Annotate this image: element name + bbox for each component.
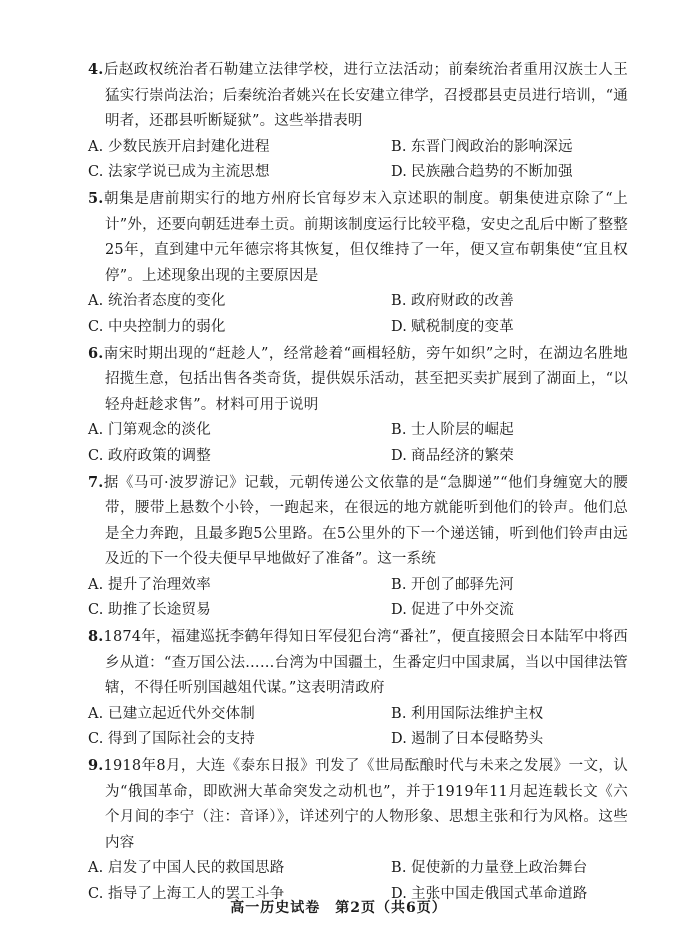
page-footer: 高一历史试卷 第2页（共6页） bbox=[230, 900, 447, 916]
question-number: 5. bbox=[88, 189, 104, 207]
option-text: 提升了治理效率 bbox=[108, 576, 211, 593]
option-text: 门第观念的淡化 bbox=[108, 422, 211, 439]
option-letter: D. bbox=[391, 602, 408, 619]
option-letter: B. bbox=[391, 860, 407, 877]
option-letter: C. bbox=[88, 447, 104, 464]
option-b[interactable] bbox=[391, 289, 628, 315]
option-letter: D. bbox=[391, 318, 408, 335]
option-text: 得到了国际社会的支持 bbox=[108, 731, 255, 748]
question-stem bbox=[88, 624, 628, 702]
option-c[interactable] bbox=[88, 160, 391, 186]
question-stem bbox=[88, 470, 628, 573]
question-8 bbox=[88, 624, 628, 753]
option-letter: B. bbox=[391, 422, 407, 439]
option-text: 助推了长途贸易 bbox=[108, 602, 211, 619]
option-c[interactable] bbox=[88, 444, 391, 470]
option-a[interactable] bbox=[88, 702, 391, 728]
option-b[interactable] bbox=[391, 418, 628, 444]
option-text: 政府政策的调整 bbox=[108, 447, 211, 464]
option-c[interactable] bbox=[88, 598, 391, 624]
option-a[interactable] bbox=[88, 289, 391, 315]
option-a[interactable] bbox=[88, 856, 391, 882]
question-list bbox=[88, 57, 628, 908]
option-letter: D. bbox=[391, 164, 408, 181]
question-stem bbox=[88, 753, 628, 856]
option-c[interactable] bbox=[88, 727, 391, 753]
question-6 bbox=[88, 341, 628, 470]
question-4 bbox=[88, 57, 628, 186]
option-grid bbox=[88, 573, 628, 624]
option-letter: A. bbox=[88, 705, 104, 722]
option-letter: D. bbox=[391, 731, 408, 748]
option-letter: D. bbox=[391, 447, 408, 464]
option-letter: C. bbox=[88, 318, 104, 335]
question-text: 1874年，福建巡抚李鹤年得知日军侵犯台湾“番社”，便直接照会日本陆军中将西乡从道：“查万国公法……台湾为中国疆土，生番定归中国隶属，当以中国律法管辖，不得任听别国越俎代谋。”这表明清政府 bbox=[103, 629, 628, 697]
option-c[interactable] bbox=[88, 315, 391, 341]
question-stem bbox=[88, 57, 628, 135]
option-text: 促进了中外交流 bbox=[411, 602, 514, 619]
question-number: 4. bbox=[88, 61, 104, 78]
option-grid bbox=[88, 702, 628, 753]
option-b[interactable] bbox=[391, 702, 628, 728]
question-stem bbox=[88, 186, 628, 289]
option-text: 商品经济的繁荣 bbox=[411, 447, 514, 464]
option-letter: A. bbox=[88, 576, 104, 593]
question-text: 据《马可·波罗游记》记载，元朝传递公文依靠的是“急脚递”“他们身缠宽大的腰带，腰带上悬数个小铃，一跑起来，在很远的地方就能听到他们的铃声。他们总是全力奔跑，且最多跑5公里路。在5公里外的下一个递送铺，听到他们铃声由远及近的下一个役夫便早早地做好了准备”。这一系统 bbox=[103, 474, 628, 568]
option-text: 少数民族开启封建化进程 bbox=[108, 138, 270, 155]
option-grid bbox=[88, 418, 628, 469]
option-text: 主张中国走俄国式革命道路 bbox=[411, 886, 588, 902]
option-d[interactable] bbox=[391, 160, 628, 186]
option-letter: B. bbox=[391, 576, 407, 593]
option-letter: C. bbox=[88, 164, 104, 181]
question-number: 7. bbox=[88, 473, 104, 491]
option-b[interactable] bbox=[391, 573, 628, 599]
option-letter: B. bbox=[391, 138, 407, 155]
option-text: 民族融合趋势的不断加强 bbox=[411, 164, 573, 181]
option-d[interactable] bbox=[391, 598, 628, 624]
option-letter: A. bbox=[88, 860, 104, 877]
question-text: 后赵政权统治者石勒建立法律学校，进行立法活动；前秦统治者重用汉族士人王猛实行崇尚法治；后秦统治者姚兴在长安建立律学，召授郡县吏员进行培训，“通明者，还郡县听断疑狱”。这些举措表明 bbox=[103, 62, 628, 130]
option-text: 启发了中国人民的救国思路 bbox=[108, 860, 285, 877]
option-text: 指导了上海工人的罢工斗争 bbox=[108, 886, 285, 902]
option-d[interactable] bbox=[391, 315, 628, 341]
question-7 bbox=[88, 470, 628, 625]
option-a[interactable] bbox=[88, 418, 391, 444]
option-text: 法家学说已成为主流思想 bbox=[108, 164, 270, 181]
question-5 bbox=[88, 186, 628, 341]
option-a[interactable] bbox=[88, 135, 391, 161]
option-grid bbox=[88, 135, 628, 186]
option-text: 士人阶层的崛起 bbox=[411, 422, 514, 439]
option-letter: D. bbox=[391, 886, 408, 902]
question-text: 南宋时期出现的“赶趁人”，经常趁着“画楫轻舫，旁午如织”之时，在湖边名胜地招揽生意，包括出售各类奇货，提供娱乐活动，甚至把买卖扩展到了湖面上，“以轻舟赶趁求售”。材料可用于说明 bbox=[103, 345, 628, 413]
option-letter: B. bbox=[391, 705, 407, 722]
option-text: 遏制了日本侵略势头 bbox=[411, 731, 544, 748]
option-grid bbox=[88, 289, 628, 340]
option-letter: B. bbox=[391, 293, 407, 310]
option-letter: C. bbox=[88, 886, 104, 902]
option-letter: A. bbox=[88, 422, 104, 439]
option-text: 开创了邮驿先河 bbox=[411, 576, 514, 593]
option-text: 赋税制度的变革 bbox=[411, 318, 514, 335]
option-text: 利用国际法维护主权 bbox=[411, 705, 544, 722]
option-text: 中央控制力的弱化 bbox=[108, 318, 226, 335]
option-letter: A. bbox=[88, 293, 104, 310]
question-number: 6. bbox=[88, 344, 104, 362]
question-stem bbox=[88, 341, 628, 419]
option-text: 政府财政的改善 bbox=[411, 293, 514, 310]
option-text: 促使新的力量登上政治舞台 bbox=[411, 860, 588, 877]
question-number: 9. bbox=[88, 757, 104, 775]
option-letter: A. bbox=[88, 138, 104, 155]
option-d[interactable] bbox=[391, 444, 628, 470]
option-b[interactable] bbox=[391, 135, 628, 161]
option-text: 统治者态度的变化 bbox=[108, 293, 226, 310]
question-number: 8. bbox=[88, 628, 104, 646]
option-letter: C. bbox=[88, 731, 104, 748]
option-a[interactable] bbox=[88, 573, 391, 599]
question-text: 1918年8月，大连《泰东日报》刊发了《世局酝酿时代与未来之发展》一文，认为“俄国革命，即欧洲大革命突发之动机也”，并于1919年11月起连载长文《六个月间的李宁（注：音译）》，详述列宁的人物形象、思想主张和行为风格。这些内容 bbox=[103, 758, 628, 851]
option-d[interactable] bbox=[391, 727, 628, 753]
option-b[interactable] bbox=[391, 856, 628, 882]
question-text: 朝集是唐前期实行的地方州府长官每岁末入京述职的制度。朝集使进京除了“上计”外，还要向朝廷进奉土贡。前期该制度运行比较平稳，安史之乱后中断了整整25年，直到建中元年德宗将其恢复，但仅维持了一年，便又宣布朝集使“宜且权停”。上述现象出现的主要原因是 bbox=[103, 190, 628, 284]
option-text: 已建立起近代外交体制 bbox=[108, 705, 255, 722]
option-text: 东晋门阀政治的影响深远 bbox=[411, 138, 573, 155]
question-9 bbox=[88, 753, 628, 908]
option-letter: C. bbox=[88, 602, 104, 619]
